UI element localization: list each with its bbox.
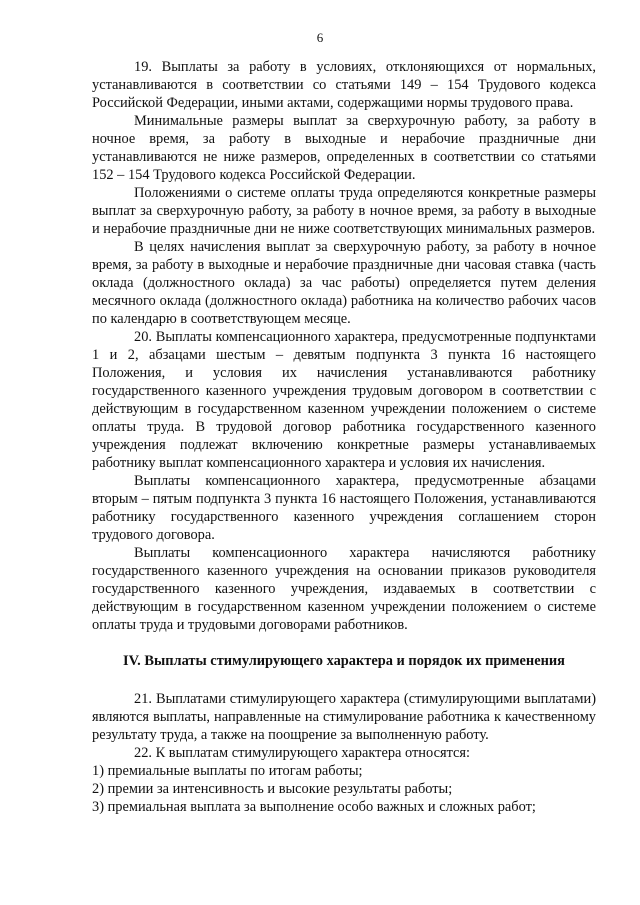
paragraph-21: 21. Выплатами стимулирующего характера (стимулирующими выплатами) являются выплаты, направленные на стимулирование работника к качественному результату труда, а также на поощрение за выполненную работу. <box>92 691 596 743</box>
page-number: 6 <box>316 30 324 45</box>
paragraph-19: 19. Выплаты за работу в условиях, отклоняющихся от нормальных, устанавливаются в соответствии со статьями 149 – 154 Трудового кодекса Российской Федерации, иными актами, содержащими нормы трудового права. <box>92 59 596 111</box>
paragraph-min-payments: Минимальные размеры выплат за сверхурочную работу, за работу в ночное время, за работу в выходные и нерабочие праздничные дни устанавливаются не ниже размеров, определенных в соответствии со статьями 152 – 154 Трудового кодекса Российской Федерации. <box>92 113 596 183</box>
paragraph-22: 22. К выплатам стимулирующего характера относятся: <box>134 745 471 761</box>
document-body <box>92 58 596 816</box>
paragraph-regulations: Положениями о системе оплаты труда определяются конкретные размеры выплат за сверхурочную работу, за работу в ночное время, за работу в выходные и нерабочие праздничные дни не ниже соответствующих минимальных размеров. <box>92 185 596 237</box>
list-item: 1) премиальные выплаты по итогам работы; <box>92 763 363 779</box>
paragraph-compensation-agreement: Выплаты компенсационного характера, предусмотренные абзацами вторым – пятым подпункта 3 пункта 16 настоящего Положения, устанавливаются работнику государственного казенного учреждения соглашением сторон трудового договора. <box>92 473 596 543</box>
paragraph-compensation-orders: Выплаты компенсационного характера начисляются работнику государственного казенного учреждения на основании приказов руководителя государственного казенного учреждения, издаваемых в соответствии с действующим в государственном казенном учреждении положением о системе оплаты труда и трудовыми договорами работников. <box>92 545 596 633</box>
list-item: 2) премии за интенсивность и высокие результаты работы; <box>92 781 453 797</box>
paragraph-20: 20. Выплаты компенсационного характера, предусмотренные подпунктами 1 и 2, абзацами шестым – девятым подпункта 3 пункта 16 настоящего Положения, и условия их начисления устанавливаются работнику государственного казенного учреждения трудовым договором в соответствии с действующим в государственном казенном учреждении положением о системе оплаты труда. В трудовой договор работника государственного казенного учреждения подлежат включению конкретные размеры устанавливаемых работнику выплат компенсационного характера и условия их начисления. <box>92 329 596 471</box>
section-heading: IV. Выплаты стимулирующего характера и порядок их применения <box>123 653 565 669</box>
list-item: 3) премиальная выплата за выполнение особо важных и сложных работ; <box>92 799 536 815</box>
paragraph-hourly-rate: В целях начисления выплат за сверхурочную работу, за работу в ночное время, за работу в выходные и нерабочие праздничные дни часовая ставка (часть оклада (должностного оклада) за час работы) определяется путем деления месячного оклада (должностного оклада) работника на количество рабочих часов по календарю в соответствующем месяце. <box>92 239 596 327</box>
